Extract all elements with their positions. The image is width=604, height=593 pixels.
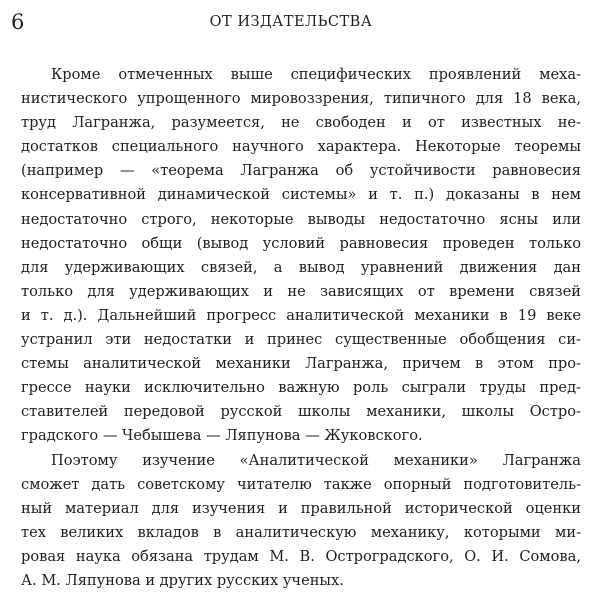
text-line: Кроме отмеченных выше специфических проявлений меха- xyxy=(21,63,581,87)
text-line: градского — Чебышева — Ляпунова — Жуковского. xyxy=(21,424,581,448)
paragraph xyxy=(21,63,581,449)
text-line: грессе науки исключительно важную роль сыграли труды пред- xyxy=(21,376,581,400)
text-line: только для удерживающих и не зависящих от времени связей xyxy=(21,280,581,304)
page-number: 6 xyxy=(11,10,24,34)
text-line: А. М. Ляпунова и других русских ученых. xyxy=(21,569,581,593)
text-line: для удерживающих связей, а вывод уравнений движения дан xyxy=(21,256,581,280)
text-line: тех великих вкладов в аналитическую механику, которыми ми- xyxy=(21,521,581,545)
text-line: консервативной динамической системы» и т. п.) доказаны в нем xyxy=(21,183,581,207)
text-line: стемы аналитической механики Лагранжа, причем в этом про- xyxy=(21,352,581,376)
running-title: ОТ ИЗДАТЕЛЬСТВА xyxy=(196,12,386,32)
text-line: нистического упрощенного мировоззрения, типичного для 18 века, xyxy=(21,87,581,111)
text-line: ровая наука обязана трудам М. В. Остроградского, О. И. Сомова, xyxy=(21,545,581,569)
text-line: ный материал для изучения и правильной исторической оценки xyxy=(21,497,581,521)
text-line: недостаточно строго, некоторые выводы недостаточно ясны или xyxy=(21,208,581,232)
text-line: и т. д.). Дальнейший прогресс аналитической механики в 19 веке xyxy=(21,304,581,328)
text-line: (например — «теорема Лагранжа об устойчивости равновесия xyxy=(21,159,581,183)
text-line: сможет дать советскому читателю также опорный подготовитель- xyxy=(21,473,581,497)
text-line: достатков специального научного характера. Некоторые теоремы xyxy=(21,135,581,159)
text-line: труд Лагранжа, разумеется, не свободен и от известных не- xyxy=(21,111,581,135)
text-line: ставителей передовой русской школы механики, школы Остро- xyxy=(21,400,581,424)
body-text xyxy=(21,63,581,593)
paragraph xyxy=(21,449,581,593)
text-line: Поэтому изучение «Аналитической механики» Лагранжа xyxy=(21,449,581,473)
text-line: недостаточно общи (вывод условий равновесия проведен только xyxy=(21,232,581,256)
text-line: устранил эти недостатки и принес существенные обобщения си- xyxy=(21,328,581,352)
